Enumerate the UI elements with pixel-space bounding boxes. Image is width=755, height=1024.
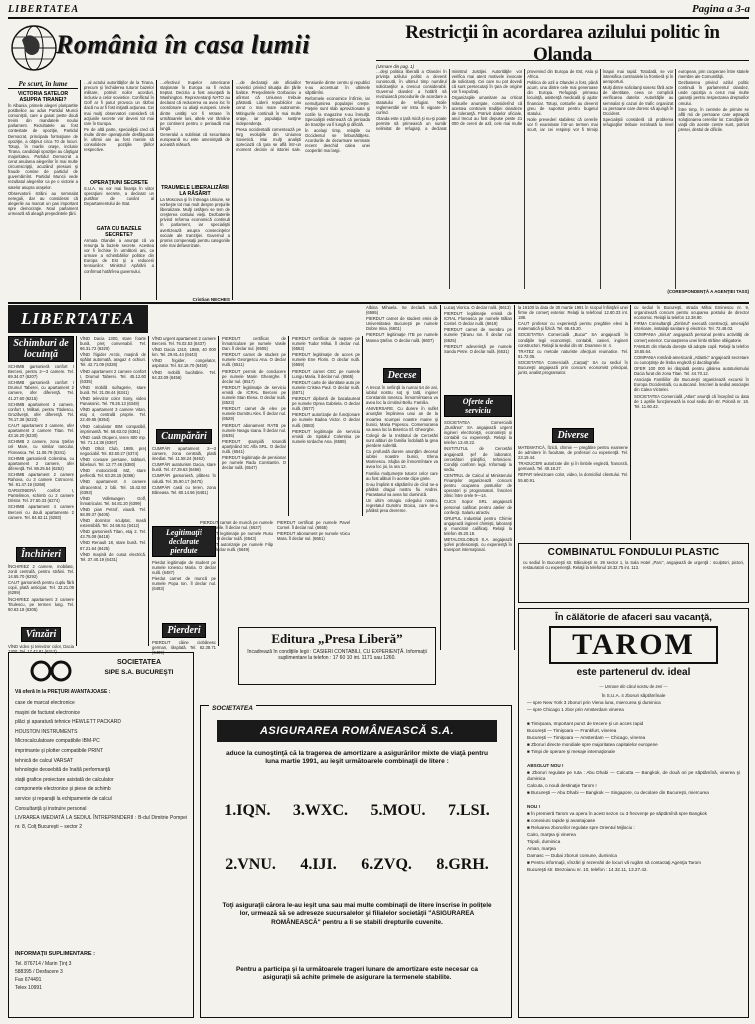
plastic-ad: COMBINATUL FONDULUI PLASTIC cu sediul în Bucureşti str. Băiculeşti nr. 29 sector 1, la Sala Hotel „Parc”, angajează de urgenţă : sculptori, pictori, restauratori cu experienţă. Relaţii la telefonul 18.32.75 int. 113. <box>518 543 749 603</box>
col4-classified-text: PIERDUT certificat de înmatriculare pe numele Vasile Dan. Îl declar nul. (6505) PIERDUT carnet de student pe numele Georgescu Ana. O declar nulă. (6511) PIERDUT permis de conducere pe numele Marin Gheorghe. Îl declar nul. (6517) PIERDUT legitimaţie de serviciu emisă de ICRAL Berceni pe numele Stan Elena. O declar nulă. (6523) PIERDUT carnet de elev pe numele Dumitru Alex. Îl declar nul. (6529) PIERDUT abonament RATB pe numele Neagu Ioana. Îl declar nul. (6535) PIERDUT ştampilă rotundă aparţinând SC Alfa SRL. O declar nulă. (6541) PIERDUT legitimaţie de pensionar pe numele Radu Constantin. O declar nulă. (6547) <box>222 336 286 471</box>
top-col-3 <box>160 80 230 300</box>
asigurarea-title: ASIGURAREA ROMÂNEASCĂ S.A. <box>217 720 497 742</box>
col7-classified-text-a: Lucaş Viorica. O declar nulă. (6613) PIERDUT legitimaţie emisă de ICRAL Floreasca pe numele Bălan Costel. O declar nulă. (6619) PIERDUT carnet de membru pe numele Ţăranu Ion. Îl declar nul. (6625) PIERDUT adeverinţă pe numele Sandu Petre. O declar nulă. (6631) <box>444 305 512 354</box>
article-kicker: (Urmare din pag. 1) <box>376 64 415 69</box>
tab-cumparari: Cumpărări <box>156 429 212 444</box>
inchirieri-text: ÎNCHIRIEZ 2 camere, mobilate, zonă centrală, pentru străini. Tel. 14.55.70 (6292) CAUT garsonieră pentru cuplu fără copii, plată anticipat. Tel. 33.21.09 (6299) ÎNCHIRIEZ apartament 3 camere Titulescu, pe termen lung. Tel. 50.63.18 (6305) <box>8 564 74 612</box>
tarom-schedule: În S.U.A. 4 zboruri săptămînale — spre New York 3 zboruri prin Viena luna, miercurea şi duminica — spre Chicago 1 zbor prin Amsterdam vinerea ■ Timişoara, Important punct de trecere şi un acces rapid Bucureşti — Timişoara — Frankfurt, vinerea Bucureşti — Timişoara — Amsterdam — Chicago, vinerea ■ Zboruri directe mondiale spre majoritatea capitalelor europene ■ Timpi de operare şi mesaje internaţionale ABSOLUT NOU ! ■ Zboruri regulate pe ruta : Abu Dhabi — Calcutta — Bangkok, de două ori pe săptămînă, vinerea şi duminica Calcuta, o nouă destinaţie Tarom ! ■ Bucureşti — Abu Dhabi — Bangkok — Singapore, cu decolare din Bucureşti, miercurea NOU ! ■ În premieră Tarom va opera în acest sezon cu 3 frecvenţe pe săptămînă spre Bangkok ■ conexiuni rapide şi avantajoase ■ Reluarea zborurilor regulate spre Orientul Mijlociu : Cairo, marţea şi vinerea Tripoli, duminica Aman, marţea Damasc — Dubai zboruri comune, duminica ■ Pentru informaţii, vînzări şi rezervări de locuri vă rugăm să contactaţi Agenţia Tarom Bucureşti str. Brezoianu nr. 10, telefon : 14.32.11, 13.27.42. <box>527 693 740 873</box>
classifieds-col-7 <box>444 305 512 650</box>
article-signature: (CORESPONDENŢĂ A AGENŢIEI TASS) <box>667 289 749 294</box>
col2-text-c: Armata Olandei a anunţat că va renunţa la bazele secrete. Acestea vor fi închise în următorii ani, ca urmare a schimbărilor politice din Europa de Est şi a reducerii tensiunilor. Ministrul Apărării a confirmat hotărîrea guvernului. <box>84 238 154 274</box>
sipe-logo-icon <box>27 659 77 683</box>
code: 5.MOU. <box>370 802 426 819</box>
top-col-1 <box>8 80 78 300</box>
tarom-line-3: Zboruri directe mondiale spre majoritatea capitalelor europene <box>531 742 658 748</box>
extra-text: PIERDUT carnet de muncă pe numele Nistor Vasile. Îl declar nul. (6637) PIERDUT legitimaţie pe numele Rusu Adriana. O declar nulă. (6643) PIERDUT autorizaţie pe numele Filip Dan. O declar nulă. (6649) PIERDUT certificat pe numele Pavel Cornel. Îl declar nul. (6655) PIERDUT abonament pe numele Voicu Mara. Îl declar nul. (6661) <box>200 520 350 553</box>
top-col-4 <box>236 80 370 300</box>
sipe-phones: Tel. 876714 / Marin Ţinţ 3 588395 / Desfacere 3 Fax 674491 Telex 10991 <box>15 961 72 991</box>
tarom-nou: NOU ! <box>527 804 541 810</box>
classifieds-col-5 <box>292 336 360 516</box>
asigurarea-intro: aduce la cunoştinţă că la tragerea de amortizare a asigurărilor mixte de viaţă pentru luna martie 1991, au ieşit următoarele combinaţii de litere : <box>225 750 488 766</box>
sipe-item: tehnică de calcul VARSAT <box>15 757 73 764</box>
sipe-item: Consultanţă şi instruire personal <box>15 805 87 812</box>
top-col-2 <box>84 80 154 300</box>
classifieds-col-6 <box>366 305 438 650</box>
col1-heading: VICTORIA SATELOR ASUPRA TIRANEI? <box>17 91 69 103</box>
vinzari-text: VÎND video şi televizor color, Dacia 1300. Tel. 17.42.81 (6312) <box>8 644 74 655</box>
sipe-item: maşini de facturat electronice <box>15 709 81 716</box>
sipe-item: componente electronice şi piese de schimb <box>15 786 111 793</box>
tab-pierderi: Pierderi <box>162 623 205 638</box>
col3-text-a: …efectivul trupelor americane staţionate în Europa va fi redus treptat. Decizia a fost anunţată la Washington. Reprezentanţi NATO au declarat că reducerea va avea loc în coordonare cu aliaţii europeni. Unele dintre unităţi vor fi retrase în următoarele luni, altele vor rămâne pe continent pentru o perioadă mai lungă. Generalul a subliniat că securitatea europeană nu este ameninţată de această măsură. <box>160 80 230 148</box>
code: 1.IQN. <box>224 802 271 819</box>
presa-text: încadrează în condiţiile legii : CASIERI CONTABILI, CU EXPERIENŢĂ. Informaţii suplimentare la telefon : 17 60 10 int. 1171 sau 1260. <box>247 649 427 662</box>
tab-decese: Decese <box>383 368 422 383</box>
classifieds-masthead: LIBERTATEA <box>8 305 148 333</box>
tarom-line-1: Bucureşti — Timişoara — Frankfurt, vinerea <box>527 728 617 734</box>
asigurarea-ad <box>200 705 512 1018</box>
codes-row-2 <box>213 856 501 874</box>
presa-libera-ad: Editura „Presa Liberă” încadrează în condiţiile legii : CASIERI CONTABILI, CU EXPERIENŢĂ. Informaţii suplimentare la telefon : 17 60 10 int. 1171 sau 1260. <box>238 627 436 685</box>
page-number: Pagina a 3-a <box>691 3 750 15</box>
classifieds-col-8 <box>518 305 628 540</box>
sipe-item: service şi reparaţii la echipamente de calcul <box>15 795 112 802</box>
tarom-intro: În S.U.A. 4 zboruri săptămînale <box>601 693 666 699</box>
tab-vinzari: Vînzări <box>21 627 62 642</box>
legitimatii-text: Pierdut legitimaţie de student pe numele Ionescu Maria. O declar nulă. (6487) Pierdut carnet de muncă pe numele Popa Ion. Îl declar nul. (6493) <box>152 560 216 592</box>
classifieds-col-2 <box>80 336 146 646</box>
col9-classified-text: cu sediul în Bucureşti, strada Mihai Eminescu nr. 9, organizează concurs pentru ocuparea postului de director economic. Relaţii la telefon 12.38.90. FIRMA Consultanţă „Zimbrul” execută construcţii, amenajări interioare, instalaţii sanitare şi electrice. Tel. 72.48.03. COMPANIA „Sirius” angajează personal pentru activităţi de comerţ exterior. Cunoaşterea unei limbi străine obligatorie. FAMILIE din Irlanda doreşte să adopte copil. Relaţii la telefon 18.55.64. COMPANIA română-americană „Atlantic” angajează secretare cu cunoştinţe de limba engleză şi dactilografie. OFER 100 000 lei răsplată pentru găsirea autoturismului Dacia furat din zona Titan. Tel. 44.70.12. Asociaţia Familiilor din Bucureşti organizează excursii în Europa Occidentală, cu autocarul. Înscrieri la sediul asociaţiei din Calea Victoriei. SOCIETATEA Comercială „Atlas” anunţă că începînd cu data de 1 aprilie funcţionează la noul sediu din str. Polonă nr. 18. Tel. 11.60.42. <box>634 305 749 409</box>
sipe-item: plăci şi aparatură tehnice HEWLETT PACKARD <box>15 719 121 726</box>
sipe-items: case de marcat electronice maşini de facturat electronice plăci şi aparatură tehnice HEWLETT PACKARD HOUSTON INSTRUMENTS Microcalculatoare compatibile IBM-PC imprimante şi plotter compatibile PRINT tehnică de calcul VARSAT tehnologie deosebită de înaltă performanţă staţii grafice proiectare asistată de calculator componente electronice şi piese de schimb service şi reparaţii la echipamente de calcul Consultanţă şi instruire personal LIVRAREA IMEDIATĂ LA SEDIUL ÎNTREPRINDERII : B-dul Dimitrie Pompei nr. 8, Colţ Bucureşti – sector 2 <box>15 700 187 830</box>
col3-heading: TRAUMELE LIBERALIZĂRII LA RĂSĂRIT <box>161 185 229 197</box>
code: 3.WXC. <box>292 802 348 819</box>
tab-legitimatii: Legitimaţii declarate pierdute <box>152 526 216 557</box>
classifieds-col-1 <box>8 336 74 655</box>
sipe-tagline: Vă oferă în la PREŢURI AVANTAJOASE : <box>15 689 111 695</box>
sipe-info-head: INFORMAŢII SUPLIMENTARE : <box>15 951 95 957</box>
sipe-label: SOCIETATEA <box>116 659 162 666</box>
col4-text: …de declaraţii ale oficialilor sovietici privind situaţia din ţările baltice. Preşedintele Gorbaciov a afirmat că Uniunea trebuie păstrată. Liderii republicilor au cerut o mai mare autonomie. Mitingurile continuă în mai multe oraşe, iar populaţia susţine independenţa. Presa occidentală comentează pe larg evoluţiile din Uniunea Sovietică. Mai mulţi analişti apreciază că ţara se află într-un moment decisiv al istoriei sale. Tensiunile dintre centru şi republici s-au accentuat în ultimele săptămîni. Reformele economice întîrzie, iar nemulţumirea populaţiei creşte. Pieţele sunt slab aprovizionate şi cozile la magazine s-au înmulţit. Specialiştii estimează că perioada de tranziţie va fi lungă şi dificilă. În acelaşi timp, relaţiile cu Occidentul se îmbunătăţesc. Acordurile de dezarmare semnate recent deschid calea unei cooperări mai largi. <box>236 80 370 154</box>
masthead-small: LIBERTATEA <box>8 4 80 15</box>
code: 2.VNU. <box>225 856 276 873</box>
col2-classified-text: VÎND Dacia 1300, stare foarte bună, preţ convenabil. Tel. 66.31.72 (6320) VÎND frigider Arctic, maşină de spălat automată, aragaz 4 ochiuri. Tel. 42.71.09 (6328) VÎND apartament 2 camere confort I, Drumul Taberei. Tel. 45.12.60 (6335) VÎND mobilă sufragerie, stare bună. Tel. 31.08.44 (6341) VÎND televizor color Sony, video Panasonic. Tel. 79.26.13 (6348) VÎND apartament 3 camere Vitan, etaj 4, centrală proprie. Tel. 22.49.85 (6354) VÎND calculator IBM compatibil, imprimantă. Tel. 58.63.02 (6361) VÎND casă Otopeni, teren 800 mp. Tel. 71.14.38 (6367) VÎND Oltcit Club, 1989, preţ negociabil. Tel. 83.50.27 (6374) VÎND covoare persane, tablouri, bibelouri. Tel. 12.77.46 (6380) VÎND motocicletă MZ, stare perfectă. Tel. 63.28.15 (6386) VÎND apartament 4 camere ultracentral, 2 băi. Tel. 15.42.93 (6393) VÎND Volkswagen Golf, înmatriculat. Tel. 54.81.20 (6399) VÎND pian Petrof, vioară. Tel. 68.09.37 (6405) VÎND dormitor sculptat, masă extensibilă. Tel. 24.66.51 (6412) VÎND garsonieră Titan, etaj 2. Tel. 43.75.08 (6418) VÎND Renault 18, stare bună. Tel. 87.21.64 (6425) VÎND maşină de cusut electrică. Tel. 37.40.19 (6431) <box>80 336 146 562</box>
code: 8.GRH. <box>436 856 489 873</box>
tab-oferte: Oferte de serviciu <box>444 395 512 417</box>
col3-signature: Cristian NECHES <box>192 297 230 302</box>
tab-diverse: Diverse <box>552 428 593 443</box>
col2b-heading: GATA CU BAZELE SECRETE? <box>96 226 142 238</box>
sipe-item: HOUSTON INSTRUMENTS <box>15 728 78 735</box>
tab-inchirieri: Închirieri <box>16 547 66 562</box>
section-title: România în casa lumii <box>56 30 310 59</box>
tarom-line-4: Timpi de operare şi mesaje internaţionale <box>530 749 616 755</box>
code: 6.ZVQ. <box>361 856 412 873</box>
article-body <box>376 64 749 300</box>
schimburi-text: SCHIMB garsonieră confort I Berceni, pentru 2—3 camere. Tel. 69.34.07 (6207) SCHIMB garsonieră confort I Drumul Taberei, cu apartament 2 camere, ofer diferenţă. Tel. 41.27.60 (6215) SCHIMB apartament 2 camere, confort I, Militari, pentru Titulescu, Grozăveşti, ofer diferenţă. Tel. 76.17.38 (6223) CAUT apartament 3 camere, ofer apartament 2 camere Titan. Tel. 43.16.20 (6230) SCHIMB 2 camere, zona Ştefan cel Mare, cu similar Iancului, Floreasca. Tel. 11.06.78 (6241) SCHIMB garsonieră Colentina, cu apartament 2 camere, ofer diferenţă. Tel. 88.25.54 (6252) SCHIMB apartament 2 camere Rahova, cu 3 camere Cotroceni. Tel. 81.47.19 (6268) GARSONIERĂ confort I, Pantelimon, schimb cu 2 camere Dristor. Tel. 27.50.33 (6274) SCHIMB apartament 4 camere Berceni cu două apartamente 2 camere. Tel. 84.62.11 (6283) <box>8 364 74 520</box>
col3-text-b: La Moscova şi în întreaga Uniune, se vorbeşte tot mai mult despre preţurile liberalizate. Mulţi cetăţeni se tem de creşterea costului vieţii. Dezbaterile privind reforma economică continuă în parlament, iar specialiştii avertizează asupra consecinţelor sociale ale tranziţiei. Guvernul a promis compensaţii pentru categoriile cele mai defavorizate. <box>160 197 230 248</box>
asigurarea-foot: Pentru a participa şi la următoarele trageri lunare de amortizare este necesar ca asiguraţii să achite primele de asigurare la termenele stabilite. <box>236 966 478 982</box>
tarom-ad: În călătorie de afaceri sau vacanţă, TAROM este partenerul dv. ideal — Urmare din cărul nostru de zeri — În S.U.A. 4 zboruri săptămînale — spre New York 3 zboruri prin Viena luna, miercurea şi duminica — spre Chicago 1 zbor prin Amsterdam vinerea ■ Timişoara, Important punct de trecere şi un acces rapid Bucureşti — Timişoara — Frankfurt, vinerea Bucureşti — Timişoara — Amsterdam — Chicago, vinerea ■ Zboruri directe mondiale spre majoritatea capitalelor europene ■ Timpi de operare şi mesaje internaţionale ABSOLUT NOU ! ■ Zboruri regulate pe ruta : Abu Dhabi — Calcutta — Bangkok, de două ori pe săptămînă, vinerea şi duminica Calcuta, o nouă destinaţie Tarom ! ■ Bucureşti — Abu Dhabi — Bangkok — Singapore, cu decolare din Bucureşti, miercurea NOU ! ■ În premieră Tarom va opera în acest sezon cu 3 frecvenţe pe săptămînă spre Bangkok ■ conexiuni rapide şi avantajoase ■ Reluarea zborurilor regulate spre Orientul Mijlociu : Cairo, marţea şi vinerea Tripoli, duminica Aman, marţea Damasc — Dubai zboruri comune, duminica ■ Pentru informaţii, vînzări şi rezervări de locuri vă rugăm să contactaţi Agenţia Tarom Bucureşti str. Brezoianu nr. 10, telefon : 14.32.11, 13.27.42. <box>518 608 749 1018</box>
article-columns: …deşi politica liberală a Olandei în privinţa azilului politic a devenit cunoscută, în ultimul timp numărul solicitanţilor a crescut considerabil. Guvernul olandez a hotărît să revizuiască procedurile de acordare a statutului de refugiat. Noile reglementări vor intra în vigoare în curînd. Olanda este o ţară mică şi nu-şi poate permite să primească un număr nelimitat de refugiaţi, a declarat ministrul Justiţiei. Autorităţile vor verifica mai atent motivele invocate de solicitanţi. Cei care nu pot dovedi că sunt persecutaţi în ţara de origine vor fi expulzaţi. Organizaţiile umanitare au criticat măsurile anunţate, considerînd că acestea contravin tradiţiei olandeze de toleranţă. Potrivit datelor oficiale, anul trecut au fost depuse peste 21 000 de cereri de azil, cele mai multe provenind din Europa de Est, Asia şi Africa. Politica de azil a Olandei a fost, până acum, una dintre cele mai generoase din Europa. Refugiaţii primeau locuinţă, asistenţă medicală şi ajutor financiar. Totuşi, costurile au devenit greu de suportat pentru bugetul statului. Noile prevederi stabilesc că cererile vor fi examinate într-un termen mai scurt, iar cei respinşi vor fi trimişi înapoi mai rapid. Totodată, se vor intensifica controalele la frontieră şi în aeroporturi. Mulţi dintre solicitanţi sosesc fără acte de identitate, ceea ce complică verificarea datelor. Autorităţile au semnalat şi cazuri de trafic organizat cu persoane care doresc să ajungă în Occident. Specialiştii consideră că problema refugiaţilor trebuie rezolvată la nivel european, prin cooperare între statele membre ale Comunităţii. Dezbaterea privind azilul politic continuă în parlamentul olandez, unde opoziţia a cerut mai multe garanţii pentru respectarea drepturilor omului. Între timp, în centrele de primire se află mii de persoane care aşteaptă soluţionarea cererilor lor. Condiţiile de viaţă din aceste centre sunt, potrivit presei, destul de dificile. <box>376 69 749 133</box>
plastic-text: cu sediul în Bucureşti str. Băiculeşti nr. 29 sector 1, la Sala Hotel „Parc”, angajează de urgenţă : sculptori, pictori, restauratori cu experienţă. Relaţii la telefonul 18.32.75 int. 113. <box>523 560 744 571</box>
cumparari-text: CUMPĂR apartament 2—3 camere, zona centrală, plată imediat. Tel. 11.58.24 (6462) CUMPĂR autoturism Dacia, stare bună. Tel. 47.29.63 (6468) CUMPĂR garsonieră, plătesc în valută. Tel. 35.90.17 (6475) CUMPĂR casă cu teren, zona Băneasa. Tel. 80.14.56 (6481) <box>152 446 216 495</box>
tarom-footer: Bucureşti str. Brezoianu nr. 10, telefon : 14.32.11, 13.27.42. <box>527 867 648 873</box>
sipe-item: staţii grafice proiectare asistată de calculator <box>15 776 114 783</box>
col2-text-b: S.U.A. nu vor mai finanţa în viitor operaţiuni secrete, a declarat un purtător de cuvânt al Departamentului de Stat. <box>84 186 154 207</box>
col5-classified-text: PIERDUT certificat de naştere pe numele Tudor Mihai. Îl declar nul. (6553) PIERDUT legitimaţie de acces pe numele Ene Florin. O declar nulă. (6559) PIERDUT carnet CEC pe numele Lungu Maria. Îl declar nul. (6565) PIERDUT carte de identitate auto pe numele Cristea Paul. O declar nulă. (6571) PIERDUT diplomă de bacalaureat pe numele Oprea Gabriela. O declar nulă. (6577) PIERDUT autorizaţie de funcţionare pe numele Badea Victor. O declar nulă. (6583) PIERDUT legitimaţie de serviciu emisă de Spitalul Colentina pe numele Iordache Ana. (6589) <box>292 336 360 444</box>
sipe-ad <box>8 652 194 1018</box>
oferte-text: SOCIETATEA Comercială „Dunărea” SA angajează urgent ingineri electronişti, economişti şi contabili cu experienţă. Relaţii la telefon 13.40.22. INSTITUTUL de Cercetări angajează şef de laborator, cercetători ştiinţifici, tehnicieni. Condiţii conform legii. Informaţii la sediu. CENTRUL de Calcul al Ministerului Finanţelor organizează concurs pentru ocuparea posturilor de operatori şi programatori. Înscrieri zilnic între orele 9—14. CUCS Sopor SRL angajează personal calificat pentru atelier de confecţii. Salariu atractiv. GRUPUL Industrial pentru Chimie angajează ingineri chimişti, laboranţi şi muncitori calificaţi. Relaţii la telefon 45.20.18. METALOGLOBUS S.A. angajează şoferi profesionişti, cu experienţă în transport internaţional. <box>444 420 512 553</box>
codes-row-1 <box>213 802 501 820</box>
sipe-item: imprimante şi plotter compatibile PRINT <box>15 747 104 754</box>
col2-text-a: …al actului autorităţilor de la Tirana, precum şi închiderea tuturor bazelor militare, potrivit noilor acorduri, inclusiv a celor sovietice. Conflictul în Golf ar fi putut provoca un război dacă nu ar fi fost iniţiată acţiunea. Cei mai mulţi observatori consideră că acţiunile secrete vor deveni tot mai rare în Europa. Pe de altă parte, specialiştii cred că multe dintre operaţiunile desfăşurate în ultimii ani au fost menite să consolideze poziţiile ţărilor respective. <box>84 80 154 153</box>
code: 7.LSI. <box>447 802 490 819</box>
decese-text: A trecut în nefiinţă la numai 54 de ani, iubitul nostru soţ şi tată, inginer Constantin Ionescu. Înmormîntarea va avea loc la cimitirul Bellu. Familia. ANIVERSARE. Cu durere în suflet anunţăm împlinirea unui an de la moartea scumpei noastre mame şi bunici, Maria Popescu. Comemorarea va avea loc la Biserica Sf. Gheorghe. Colegii de la Institutul de Cercetări sunt alături de familia îndoliată la grea pierdere suferită. Cu profundă durere anunţăm decesul iubitei noastre bunici, Elena Marinescu. Slujba de înmormîntare va avea loc joi, la ora 12. Familia mulţumeşte tuturor celor care au fost alături în aceste clipe grele. S-au împlinit 6 săptămîni de cînd ne-a părăsit dragul nostru fiu Andrei. Parastasul va avea loc duminică. Un ultim omagiu colegului nostru, regretatul Dumitru Stoica, care ne-a părăsit prea devreme. <box>366 385 438 514</box>
romania-banner <box>8 22 368 74</box>
article-title: Restricţii în acordarea azilului politic în Olanda <box>405 22 720 65</box>
tarom-line-2: Bucureşti — Timişoara — Amsterdam — Chicago, vinerea <box>527 735 646 741</box>
col3-classified-text-a: VÎND urgent apartament 2 camere Berceni. Tel. 76.02.53 (6437) VÎND Dacia 1310, 1988, 40 000 km. Tel. 29.81.44 (6443) VÎND frigider, congelator, aspirator. Tel. 52.16.70 (6450) VÎND mobilă bucătărie. Tel. 64.33.09 (6456) <box>152 336 217 380</box>
classifieds-extra <box>200 520 350 620</box>
code: 4.IJI. <box>300 856 337 873</box>
tarom-absolut: ABSOLUT NOU ! <box>527 763 564 769</box>
classifieds-col-9 <box>634 305 749 540</box>
col6-classified-text-a: Albina Mihaela. Se declară nulă. (6595) PIERDUT carnet de student emis de Universitatea Bucureşti pe numele Dobre Irina. (6601) PIERDUT legitimaţie ITB pe numele Manea Ştefan. O declar nulă. (6607) <box>366 305 438 343</box>
tab-schimburi: Schimburi de locuinţă <box>8 336 74 362</box>
subsection-title: Pe scurt, în lume <box>8 80 78 89</box>
globe-icon <box>8 22 62 74</box>
diverse-text: MATEMATICĂ, fizică, chimie — pregătire pentru examene de admitere în facultate, de profesori cu experienţă. Tel. 23.19.44. TRADUCERI autorizate din şi în limbile engleză, franceză, germană. Tel. 40.18.27. REPAR televizoare color, video, la domiciliul clientului. Tel. 55.60.91. <box>518 445 628 483</box>
sipe-item: tehnologie deosebită de înaltă performanţă <box>15 767 111 774</box>
sipe-item: case de marcat electronice <box>15 700 75 706</box>
classifieds-col-4 <box>222 336 286 516</box>
sipe-name: SIPE S.A. BUCUREŞTI <box>104 669 174 676</box>
pierderi-text: PIERDUT câine ciobănesc german, răsplată. Tel. 62.38.71 (6499) <box>152 640 216 656</box>
sipe-item: Microcalculatoare compatibile IBM-PC <box>15 738 100 745</box>
asigurarea-label: SOCIETATEA <box>209 705 256 712</box>
col2-heading: OPERAŢIUNI SECRETE <box>90 180 148 186</box>
col1-text: În Albania, primele alegeri pluripartite postbelice au adus Partidul Muncii comuniştii, care a ganat peste două treimi din mandatele noului parlament. Rezultatele au fost contestate de opoziţie, Partidul Democrat, principala formaţiune de opoziţie, a obţinut circa 70 de locuri. Totuşi, în marile oraşe, inclusiv Tirana, candidaţii opoziţiei au câştigat majoritatea. Partidul Democrat a cerut anularea alegerilor în mai multe circumscripţii, acuzând presiuni şi fraude comise de partidul de guvernămînt. Partidul Muncii vede rezultatul alegerilor ca pe o victorie a satelor asupra oraşelor. Observatorii străini au semnalat nereguli, dar au considerat că alegerile au marcat un pas important spre democraţie. Noul parlament urmează să aleagă preşedintele ţării. <box>8 103 78 216</box>
col8-classified-text-a: la 16100 la data de 30 martie 1991 în scopul înfiinţării unei firme de comerţ exterior. Relaţii la telefonul 12.60.33 int. 188. CAUT profesor cu experienţă pentru pregătire elevi la matematică şi fizică. Tel. 66.45.20. SOCIETATEA Comercială „Bucur” SA angajează în condiţiile legii economişti, contabili, casieri, ingineri constructori. Relaţii la sediul din str. Doamnei nr. 4. TRATEZ cu metode naturiste afecţiuni reumatice. Tel. 81.72.05. SOCIETATEA Comercială „Carpaţi” SA cu sediul în Bucureşti angajează prin concurs economist principal, jurist, analist programator. <box>518 305 628 376</box>
tarom-logo-box: TAROM <box>549 626 718 664</box>
asigurarea-outro: Toţi asiguraţii cărora le-au ieşit una sau mai multe combinaţii de litere înscrise în polițele lor, urmează să se adreseze sucursalelor şi filialelor societăţii "ASIGURAREA ROMÂNEASCĂ" pentru a li se stabili drepturile cuvenite. <box>222 902 492 926</box>
